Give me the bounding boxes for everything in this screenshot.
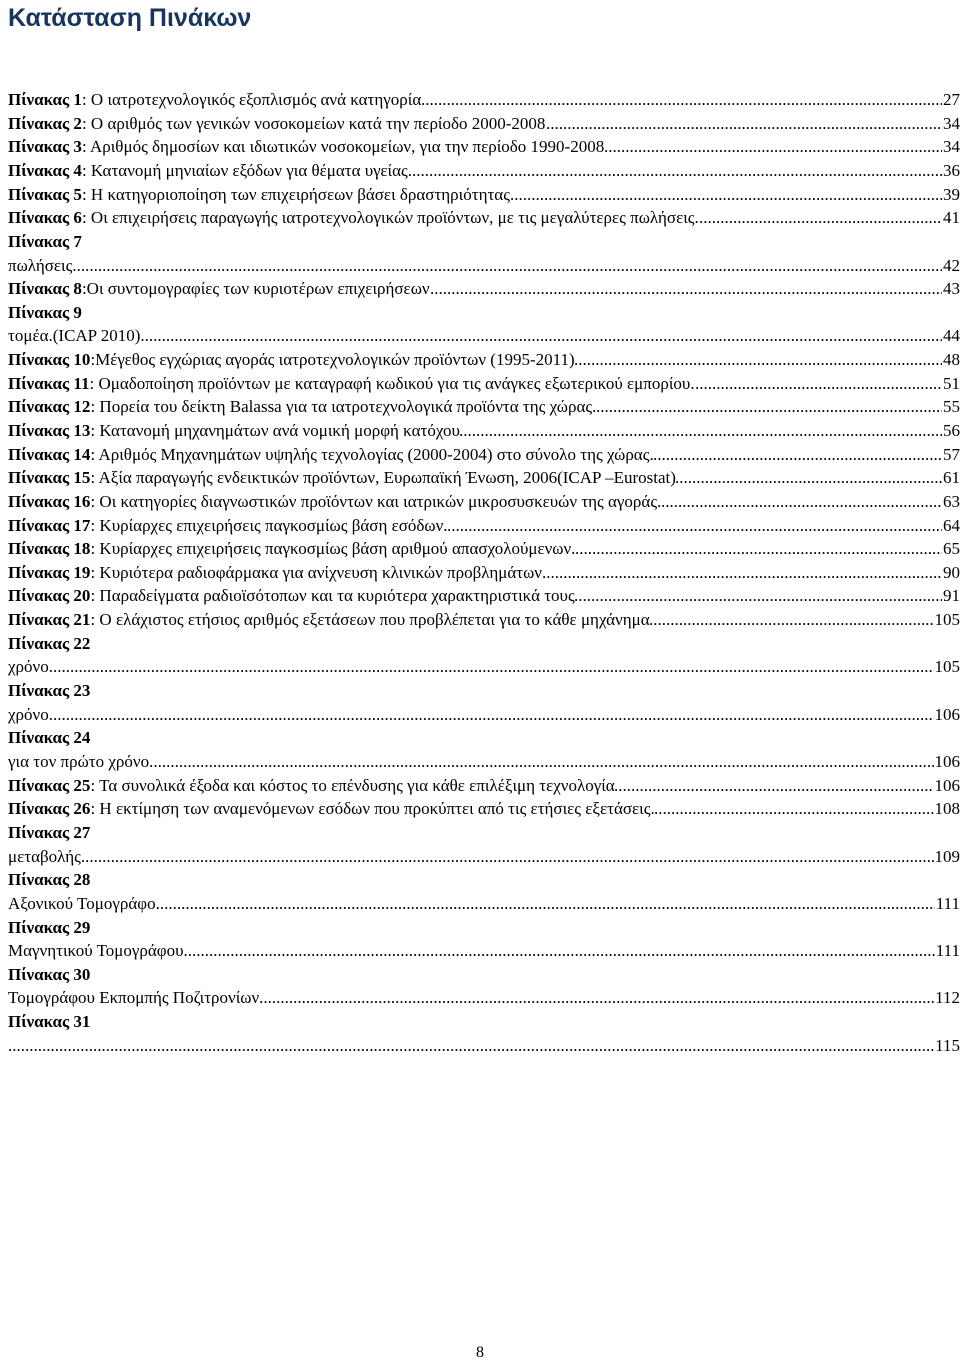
- toc-entry[interactable]: [8, 679, 960, 726]
- toc-entry-label: Πίνακας 14: [8, 444, 91, 464]
- toc-entry[interactable]: [8, 561, 960, 585]
- toc-entry-leader: [661, 490, 960, 514]
- toc-entry[interactable]: [8, 159, 960, 183]
- toc-entry[interactable]: [8, 514, 960, 538]
- toc-entry[interactable]: [8, 916, 960, 963]
- toc-entry-leader: τομέα.(ICAP 2010) ..... 44: [8, 324, 960, 348]
- toc-entry-leader: [421, 88, 960, 112]
- toc-entry-page: 91: [942, 584, 960, 608]
- toc-entry[interactable]: [8, 821, 960, 868]
- toc-entry-label: Πίνακας 13: [8, 421, 91, 440]
- toc-entry[interactable]: [8, 135, 960, 159]
- toc-entry-page: 112: [934, 986, 960, 1010]
- toc-entry-leader: [574, 348, 960, 372]
- toc-entry[interactable]: [8, 395, 960, 419]
- toc-entry-label: Πίνακας 16: [8, 491, 91, 511]
- toc-entry-page: 65: [942, 537, 960, 561]
- toc-entry-page: 106: [934, 750, 960, 774]
- toc-entry-page: 90: [942, 561, 960, 585]
- toc-entry-title: : Ο ελάχιστος ετήσιος αριθμός εξετάσεων που προβλέπεται για το κάθε μηχάνημα: [90, 610, 650, 630]
- toc-entry-leader: Τομογράφου Εκπομπής Ποζιτρονίων ..... 112: [8, 986, 960, 1010]
- toc-entry-page: 63: [942, 490, 960, 514]
- toc-entry[interactable]: [8, 419, 960, 443]
- toc-entry-leader: [412, 159, 960, 183]
- toc-entry[interactable]: [8, 797, 960, 821]
- toc-entry-page: 51: [942, 372, 960, 396]
- toc-entry-leader: [447, 514, 960, 538]
- toc-entry-title: : Αριθμός Μηχανημάτων υψηλής τεχνολογίας (2000-2004) στο σύνολο της χώρας.: [90, 444, 654, 464]
- toc-entry[interactable]: [8, 466, 960, 490]
- toc-entry[interactable]: [8, 1010, 960, 1057]
- toc-entry[interactable]: [8, 112, 960, 136]
- toc-entry-label: Πίνακας 5: [8, 184, 82, 204]
- toc-entry[interactable]: [8, 372, 960, 396]
- toc-entry-page: 27: [942, 88, 960, 112]
- toc-entry-leader: [8, 1034, 960, 1058]
- toc-entry[interactable]: [8, 277, 960, 301]
- toc-entry-label: Πίνακας 4: [8, 160, 82, 180]
- toc-entry-page: 34: [942, 135, 960, 159]
- toc-entry-leader: [675, 466, 960, 490]
- toc-entry-label: Πίνακας 25: [8, 775, 91, 795]
- toc-entry-leader: [695, 372, 960, 396]
- toc-entry-title: : Τα συνολικά έξοδα και κόστος το επένδυσης για κάθε επιλέξιμη τεχνολογία: [90, 775, 615, 795]
- toc-entry-leader: [575, 537, 960, 561]
- toc-entry[interactable]: [8, 726, 960, 773]
- toc-entry-leader: [596, 395, 960, 419]
- toc-entry-page: 111: [935, 939, 960, 963]
- toc-entry[interactable]: [8, 230, 960, 277]
- toc-entry-title: : Οι κατηγορίες διαγνωστικών προϊόντων και ιατρικών μικροσυσκευών της αγοράς.: [90, 491, 662, 511]
- toc-entry-label: Πίνακας 7: [8, 231, 82, 251]
- toc-entry-leader: [614, 774, 960, 798]
- toc-entry-page: 106: [934, 703, 960, 727]
- toc-entry[interactable]: [8, 537, 960, 561]
- toc-entry[interactable]: [8, 206, 960, 230]
- toc-entry-page: 64: [942, 514, 960, 538]
- toc-entry-page: 111: [935, 892, 960, 916]
- toc-entry-page: 44: [942, 324, 960, 348]
- toc-entry-page: 39: [942, 183, 960, 207]
- toc-entry-leader: [654, 797, 960, 821]
- toc-entry-page: 48: [942, 348, 960, 372]
- toc-entry[interactable]: [8, 301, 960, 348]
- toc-entry-page: 108: [934, 797, 960, 821]
- toc-entry[interactable]: [8, 584, 960, 608]
- toc-entry-title: : Οι επιχειρήσεις παραγωγής ιατροτεχνολογικών προϊόντων, με τις μεγαλύτερες πωλήσεις.: [81, 208, 699, 228]
- toc-entry-label: Πίνακας 18: [8, 539, 91, 559]
- toc-entry-page: 43: [942, 277, 960, 301]
- toc-entry-label: Πίνακας 27: [8, 822, 91, 842]
- toc-entry-leader: [653, 443, 960, 467]
- toc-entry-label: Πίνακας 24: [8, 728, 91, 748]
- toc-entry-page: 41: [942, 206, 960, 230]
- toc-entry-leader: Αξονικού Τομογράφο ..... 111: [8, 892, 960, 916]
- toc-entry-label: Πίνακας 30: [8, 964, 91, 984]
- toc-entry[interactable]: [8, 88, 960, 112]
- toc-entry-title: : Ο ιατροτεχνολογικός εξοπλισμός ανά κατηγορία: [81, 90, 422, 109]
- toc-entry-leader: [546, 112, 960, 136]
- toc-entry-title: :Μέγεθος εγχώριας αγοράς ιατροτεχνολογικών προϊόντων (1995-2011): [90, 350, 575, 370]
- page-number: 8: [476, 1344, 484, 1361]
- toc-entry-page: 34: [942, 112, 960, 136]
- toc-entry-leader: [604, 135, 960, 159]
- toc-entry[interactable]: [8, 963, 960, 1010]
- toc-entry-label: Πίνακας 1: [8, 90, 82, 109]
- toc-entry[interactable]: [8, 443, 960, 467]
- toc-entry-title: : Ο αριθμός των γενικών νοσοκομείων κατά την περίοδο 2000-2008: [81, 113, 546, 133]
- toc-entry-title: : Κατανομή μηχανημάτων ανά νομική μορφή κατόχου: [90, 421, 460, 440]
- toc-entry-label: Πίνακας 23: [8, 681, 91, 701]
- toc-entry-page: 115: [934, 1034, 960, 1058]
- toc-entry-leader: [574, 584, 960, 608]
- toc-entry[interactable]: [8, 348, 960, 372]
- toc-entry-leader: [699, 206, 960, 230]
- toc-entry[interactable]: [8, 632, 960, 679]
- toc-entry-label: Πίνακας 11: [8, 373, 90, 393]
- toc-entry-label: Πίνακας 10: [8, 350, 91, 370]
- toc-entry-title: : Κυρίαρχες επιχειρήσεις παγκοσμίως βάση εσόδων.: [90, 515, 448, 535]
- toc-entry-title: :Οι συντομογραφίες των κυριοτέρων επιχειρήσεων: [81, 279, 430, 299]
- toc-entry-label: Πίνακας 19: [8, 562, 91, 582]
- toc-entry-title: : Κυριότερα ραδιοφάρμακα για ανίχνευση κλινικών προβλημάτων: [90, 562, 542, 582]
- toc-entry-title: : Παραδείγματα ραδιοϊσότοπων και τα κυριότερα χαρακτηριστικά τους: [90, 586, 575, 606]
- toc-entry-leader: [510, 183, 960, 207]
- toc-entry-title: : Αριθμός δημοσίων και ιδιωτικών νοσοκομείων, για την περίοδο 1990-2008: [81, 137, 605, 157]
- toc-entry-label: Πίνακας 17: [8, 515, 91, 535]
- toc-entry-label: Πίνακας 31: [8, 1012, 91, 1032]
- toc-entry-leader: [649, 608, 960, 632]
- toc-entry-label: Πίνακας 21: [8, 610, 91, 630]
- toc-entry-label: Πίνακας 22: [8, 633, 91, 653]
- toc-entry-page: 36: [942, 159, 960, 183]
- toc-entry-title: : Ομαδοποίηση προϊόντων με καταγραφή κωδικού για τις ανάγκες εξωτερικού εμπορίου.: [89, 373, 695, 393]
- toc-entry-label: Πίνακας 12: [8, 397, 91, 417]
- toc-entry-leader: για τον πρώτο χρόνο. ..... 106: [8, 750, 960, 774]
- toc-entry-title: : Η κατηγοριοποίηση των επιχειρήσεων βάσει δραστηριότητας: [81, 184, 510, 204]
- toc-entry-page: 57: [942, 443, 960, 467]
- toc-entry-label: Πίνακας 15: [8, 468, 91, 488]
- toc-entry-page: 105: [934, 608, 960, 632]
- toc-entry-label: Πίνακας 20: [8, 586, 91, 606]
- toc-entry-leader: πωλήσεις ..... 42: [8, 254, 960, 278]
- toc-entry-title: : Πορεία του δείκτη Balassa για τα ιατροτεχνολογικά προϊόντα της χώρας.: [90, 397, 597, 417]
- toc-entry[interactable]: [8, 774, 960, 798]
- toc-entry-label: Πίνακας 28: [8, 870, 91, 890]
- toc-entry-page: 109: [934, 845, 960, 869]
- toc-entry-page: 42: [942, 254, 960, 278]
- toc-entry[interactable]: [8, 868, 960, 915]
- toc-entry-leader: [459, 419, 960, 443]
- toc-entry-page: 105: [934, 655, 960, 679]
- toc-entry-title: : Κατανομή μηνιαίων εξόδων για θέματα υγείας.: [81, 160, 413, 180]
- toc-entry-title: : Κυρίαρχες επιχειρήσεις παγκοσμίως βάση αριθμού απασχολούμενων.: [90, 539, 576, 559]
- toc-entry-label: Πίνακας 3: [8, 137, 82, 157]
- toc-entry-leader: μεταβολής. ..... 109: [8, 845, 960, 869]
- toc-entry-title: : Η εκτίμηση των αναμενόμενων εσόδων που προκύπτει από τις ετήσιες εξετάσεις.: [90, 799, 655, 819]
- toc-entry-label: Πίνακας 2: [8, 113, 82, 133]
- page-title: Κατάσταση Πινάκων: [8, 4, 252, 32]
- toc-entry-label: Πίνακας 29: [8, 917, 91, 937]
- toc-entry-page: 61: [942, 466, 960, 490]
- toc-entry-page: 56: [942, 419, 960, 443]
- toc-entry[interactable]: [8, 608, 960, 632]
- toc-entry-page: 55: [942, 395, 960, 419]
- toc-entry-label: Πίνακας 26: [8, 799, 91, 819]
- toc-entry-leader: [430, 277, 960, 301]
- toc-entry-label: Πίνακας 6: [8, 208, 82, 228]
- toc-entry-label: Πίνακας 8: [8, 279, 82, 299]
- toc-entry-label: Πίνακας 9: [8, 302, 82, 322]
- toc-entry-title: : Αξία παραγωγής ενδεικτικών προϊόντων, Ευρωπαϊκή Ένωση, 2006(ICAP –Eurostat): [90, 468, 676, 488]
- toc-entry-leader: χρόνο. ..... 105: [8, 655, 960, 679]
- toc-entry-page: 106: [934, 774, 960, 798]
- toc-entry-leader: χρόνο ..... 106: [8, 703, 960, 727]
- toc-entry[interactable]: [8, 183, 960, 207]
- toc-entry-leader: [542, 561, 960, 585]
- toc-entry-leader: Μαγνητικού Τομογράφου ..... 111: [8, 939, 960, 963]
- toc-entry[interactable]: [8, 490, 960, 514]
- table-of-contents: [8, 88, 960, 1057]
